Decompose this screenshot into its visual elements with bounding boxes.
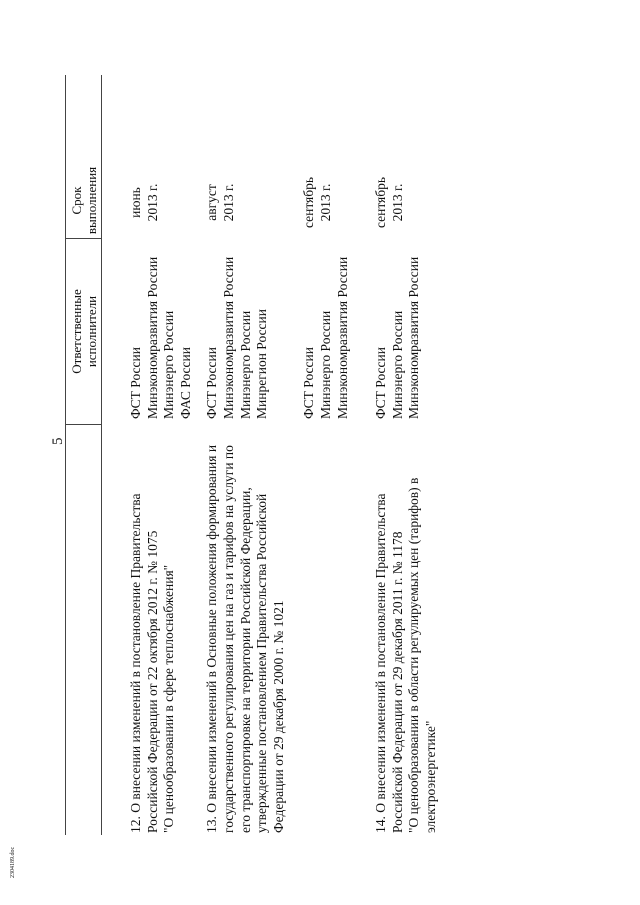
table-row	[373, 75, 439, 835]
executor: ФСТ России	[128, 347, 143, 419]
task-line: его транспортировке на территории Российской Федерации,	[237, 487, 253, 833]
deadline-cell	[301, 165, 351, 240]
rotated-table	[65, 75, 605, 835]
deadline-year: 2013 г.	[389, 183, 405, 222]
header-task	[66, 425, 101, 835]
deadline-year: 2013 г.	[317, 183, 333, 222]
deadline-cell	[204, 165, 287, 240]
task-line: утвержденные постановлением Правительства Российской	[254, 493, 270, 833]
table-row	[204, 75, 287, 835]
executors-cell	[128, 240, 194, 425]
executor: Минэнерго России	[161, 310, 177, 419]
executors-cell	[301, 240, 351, 425]
table-header	[65, 75, 102, 835]
executor: Минрегион России	[254, 309, 270, 419]
deadline-year: 2013 г.	[220, 183, 236, 222]
header-executors-line2: исполнители	[83, 295, 99, 368]
task-line: электроэнергетике"	[422, 720, 438, 833]
task-line: государственного регулирования цен на газ и тарифов на услуги по	[220, 445, 236, 833]
deadline-month: сентябрь	[301, 176, 317, 229]
table-row	[128, 75, 194, 835]
deadline-year: 2013 г.	[144, 183, 160, 222]
task-line: Российской Федерации от 29 декабря 2011 г. № 1178	[389, 531, 405, 833]
deadline-month: август	[204, 184, 220, 221]
executor: Минэнерго России	[389, 310, 405, 419]
executor: Минэкономразвития России	[334, 256, 350, 419]
executor: Минэкономразвития России	[406, 256, 422, 419]
task-line: 13. О внесении изменений в Основные положения формирования и	[204, 444, 220, 833]
task-cell	[301, 425, 351, 835]
deadline-month: июнь	[128, 187, 143, 218]
task-line: "О ценообразовании в области регулируемых цен (тарифов) в	[406, 477, 422, 833]
executor: Минэнерго России	[237, 310, 253, 419]
document-id: 2304189.doc	[10, 846, 16, 878]
header-executors	[66, 239, 101, 425]
executors-cell	[204, 240, 287, 425]
task-cell	[373, 425, 439, 835]
header-deadline-line2: выполнения	[83, 166, 99, 235]
executor: Минэкономразвития России	[144, 256, 160, 419]
page-number: 5	[50, 437, 66, 445]
task-line: 12. О внесении изменений в постановление Правительства	[128, 493, 143, 833]
task-line: "О ценообразовании в сфере теплоснабжения"	[161, 564, 177, 833]
executor: Минэкономразвития России	[220, 256, 236, 419]
executor: Минэнерго России	[317, 310, 333, 419]
executor: ФСТ России	[373, 347, 389, 419]
task-cell	[204, 425, 287, 835]
header-deadline-line1: Срок	[68, 186, 84, 215]
task-line: 14. О внесении изменений в постановление Правительства	[373, 493, 389, 833]
header-deadline	[66, 163, 101, 239]
executor: ФСТ России	[301, 347, 317, 419]
executors-cell	[373, 240, 439, 425]
table-row	[301, 75, 351, 835]
task-line: Федерации от 29 декабря 2000 г. № 1021	[270, 600, 286, 833]
deadline-cell	[373, 165, 439, 240]
executor: ФСТ России	[204, 347, 220, 419]
header-executors-line1: Ответственные	[68, 289, 84, 374]
deadline-month: сентябрь	[373, 176, 389, 229]
task-cell	[128, 425, 194, 835]
executor: ФАС России	[177, 347, 193, 419]
deadline-cell	[128, 165, 194, 240]
task-line: Российской Федерации от 22 октября 2012 г. № 1075	[144, 530, 160, 833]
